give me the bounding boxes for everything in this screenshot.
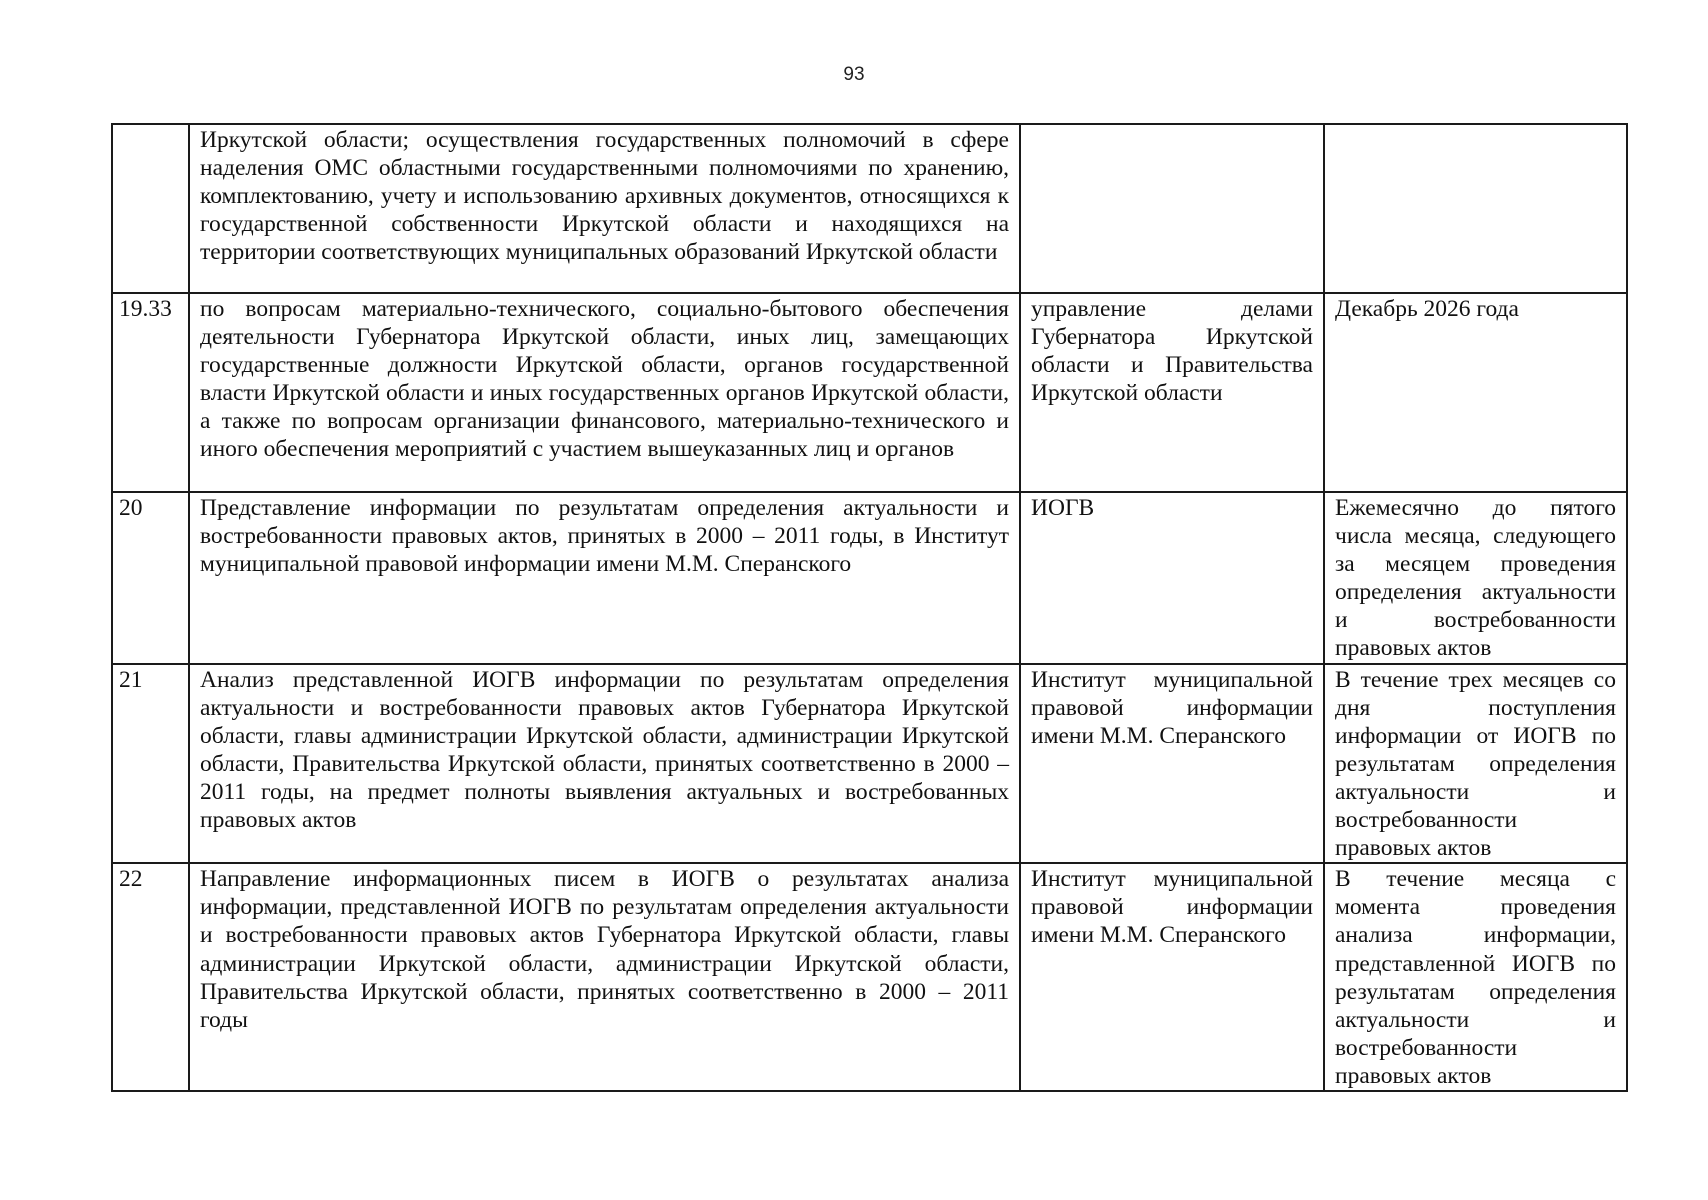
responsible-cell: ИОГВ xyxy=(1020,492,1324,664)
table-row xyxy=(112,492,1627,664)
responsible-cell: управление делами Губернатора Иркутской области и Правительства Иркутской области xyxy=(1020,293,1324,492)
row-number-cell: 20 xyxy=(112,492,189,664)
row-number-cell: 19.33 xyxy=(112,293,189,492)
term-cell: В течение трех месяцев со дня поступления информации от ИОГВ по результатам определения актуальности и востребованности правовых актов xyxy=(1324,664,1627,864)
term-cell: Ежемесячно до пятого числа месяца, следующего за месяцем проведения определения актуальности и востребованности правовых актов xyxy=(1324,492,1627,664)
row-number-cell: 22 xyxy=(112,863,189,1091)
plan-table xyxy=(111,123,1628,1092)
description-cell: Представление информации по результатам определения актуальности и востребованности правовых актов, принятых в 2000 – 2011 годы, в Институт муниципальной правовой информации имени М.М. Сперанского xyxy=(189,492,1020,664)
row-number-cell xyxy=(112,124,189,293)
table-row xyxy=(112,293,1627,492)
page-number: 93 xyxy=(843,64,865,85)
responsible-cell xyxy=(1020,124,1324,293)
responsible-cell: Институт муниципальной правовой информации имени М.М. Сперанского xyxy=(1020,664,1324,864)
row-number-cell: 21 xyxy=(112,664,189,864)
responsible-cell: Институт муниципальной правовой информации имени М.М. Сперанского xyxy=(1020,863,1324,1091)
term-cell xyxy=(1324,124,1627,293)
term-cell: В течение месяца с момента проведения анализа информации, представленной ИОГВ по результатам определения актуальности и востребованности правовых актов xyxy=(1324,863,1627,1091)
table-row xyxy=(112,664,1627,864)
description-cell: по вопросам материально-технического, социально-бытового обеспечения деятельности Губернатора Иркутской области, иных лиц, замещающих государственные должности Иркутской области, органов государственной власти Иркутской области и иных государственных органов Иркутской области, а также по вопросам организации финансового, материально-технического и иного обеспечения мероприятий с участием вышеуказанных лиц и органов xyxy=(189,293,1020,492)
term-cell: Декабрь 2026 года xyxy=(1324,293,1627,492)
description-cell: Анализ представленной ИОГВ информации по результатам определения актуальности и востребованности правовых актов Губернатора Иркутской области, главы администрации Иркутской области, администрации Иркутской области, Правительства Иркутской области, принятых соответственно в 2000 – 2011 годы, на предмет полноты выявления актуальных и востребованных правовых актов xyxy=(189,664,1020,864)
table-row xyxy=(112,124,1627,293)
description-cell: Иркутской области; осуществления государственных полномочий в сфере наделения ОМС областными государственными полномочиями по хранению, комплектованию, учету и использованию архивных документов, относящихся к государственной собственности Иркутской области и находящихся на территории соответствующих муниципальных образований Иркутской области xyxy=(189,124,1020,293)
description-cell: Направление информационных писем в ИОГВ о результатах анализа информации, представленной ИОГВ по результатам определения актуальности и востребованности правовых актов Губернатора Иркутской области, главы администрации Иркутской области, администрации Иркутской области, Правительства Иркутской области, принятых соответственно в 2000 – 2011 годы xyxy=(189,863,1020,1091)
table-row xyxy=(112,863,1627,1091)
